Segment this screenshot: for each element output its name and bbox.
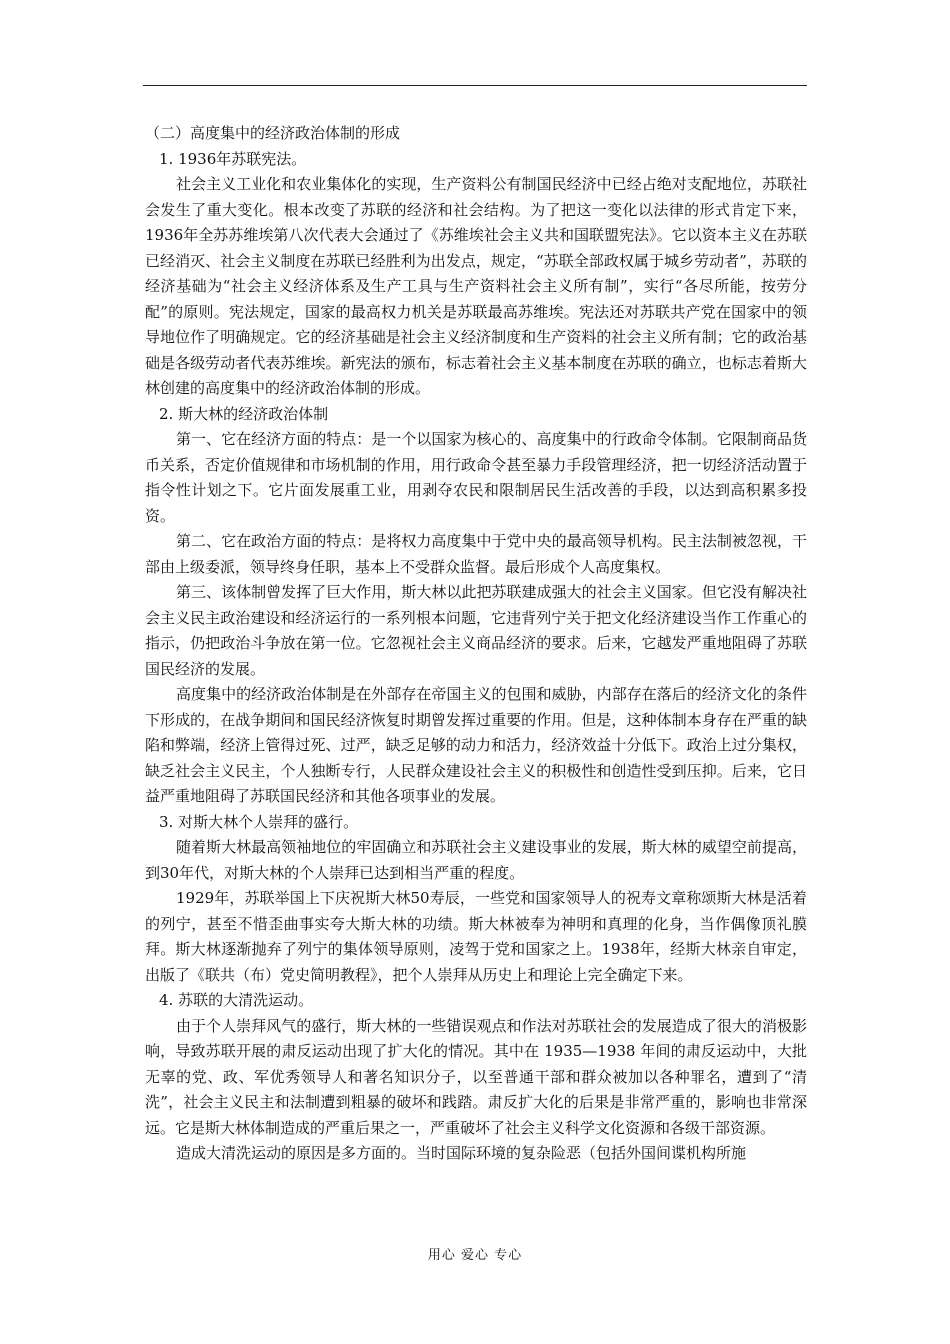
- paragraph-system-role: 第三、该体制曾发挥了巨大作用，斯大林以此把苏联建成强大的社会主义国家。但它没有解决社会主义民主政治建设和经济运行的一系列根本问题，它违背列宁关于把文化经济建设当作工作重心的指示，仍把政治斗争放在第一位。它忽视社会主义商品经济的要求。后来，它越发严重地阻碍了苏联国民经济的发展。: [145, 583, 807, 678]
- paragraph-system-evaluation: 高度集中的经济政治体制是在外部存在帝国主义的包围和威胁，内部存在落后的经济文化的条件下形成的，在战争期间和国民经济恢复时期曾发挥过重要的作用。但是，这种体制本身存在严重的缺陷和弊端，经济上管得过死、过严，缺乏足够的动力和活力，经济效益十分低下。政治上过分集权，缺乏社会主义民主，个人独断专行，人民群众建设社会主义的积极性和创造性受到压抑。后来，它日益严重地阻碍了苏联国民经济和其他各项事业的发展。: [145, 685, 807, 805]
- paragraph-cult-1929: 1929年，苏联举国上下庆祝斯大林50寿辰，一些党和国家领导人的祝寿文章称颂斯大林是活着的列宁，甚至不惜歪曲事实夸大斯大林的功绩。斯大林被奉为神明和真理的化身，当作偶像顶礼膜拜。斯大林逐渐抛弃了列宁的集体领导原则，凌驾于党和国家之上。1938年，经斯大林亲自审定，出版了《联共（布）党史简明教程》，把个人崇拜从历史上和理论上完全确定下来。: [145, 889, 807, 984]
- header-rule: [143, 85, 807, 86]
- page-footer: 用心 爱心 专心: [427, 1248, 523, 1263]
- paragraph-political-features: 第二、它在政治方面的特点：是将权力高度集中于党中央的最高领导机构。民主法制被忽视，干部由上级委派，领导终身任职，基本上不受群众监督。最后形成个人高度集权。: [145, 532, 807, 576]
- paragraph-constitution: 社会主义工业化和农业集体化的实现，生产资料公有制国民经济中已经占绝对支配地位，苏联社会发生了重大变化。根本改变了苏联的经济和社会结构。为了把这一变化以法律的形式肯定下来， 1936年全苏苏维埃第八次代表大会通过了《苏维埃社会主义共和国联盟宪法》。它以资本主义在苏联已经消灭、社会主义制度在苏联已经胜利为出发点，规定，“苏联全部政权属于城乡劳动者”，苏联的经济基础为“社会主义经济体系及生产工具与生产资料社会主义所有制”，实行“各尽所能，按劳分配”的原则。宪法规定，国家的最高权力机关是苏联最高苏维埃。宪法还对苏联共产党在国家中的领导地位作了明确规定。它的经济基础是社会主义经济制度和生产资料的社会主义所有制；它的政治基础是各级劳动者代表苏维埃。新宪法的颁布，标志着社会主义基本制度在苏联的确立，也标志着斯大林创建的高度集中的经济政治体制的形成。: [145, 175, 807, 397]
- subsection-1-title: 1. 1936年苏联宪法。: [159, 149, 307, 168]
- subsection-2-title: 2. 斯大林的经济政治体制: [159, 404, 329, 423]
- document-body: [145, 121, 807, 1167]
- paragraph-economic-features: 第一、它在经济方面的特点：是一个以国家为核心的、高度集中的行政命令体制。它限制商品货币关系，否定价值规律和市场机制的作用，用行政命令甚至暴力手段管理经济，把一切经济活动置于指令性计划之下。它片面发展重工业，用剥夺农民和限制居民生活改善的手段，以达到高积累多投资。: [145, 430, 807, 525]
- paragraph-purge-causes: 造成大清洗运动的原因是多方面的。当时国际环境的复杂险恶（包括外国间谍机构所施: [176, 1144, 747, 1162]
- subsection-4-title: 4. 苏联的大清洗运动。: [159, 991, 314, 1009]
- paragraph-great-purge: 由于个人崇拜风气的盛行，斯大林的一些错误观点和作法对苏联社会的发展造成了很大的消极影响，导致苏联开展的肃反运动出现了扩大化的情况。其中在 1935—1938 年间的肃反运动中，大批无辜的党、政、军优秀领导人和著名知识分子，以至普通干部和群众被加以各种罪名，遭到了“清洗”，社会主义民主和法制遭到粗暴的破坏和践踏。肃反扩大化的后果是非常严重的，影响也非常深远。它是斯大林体制造成的严重后果之一，严重破坏了社会主义科学文化资源和各级干部资源。: [145, 1016, 807, 1137]
- section-heading: （二）高度集中的经济政治体制的形成: [145, 124, 401, 142]
- subsection-3-title: 3. 对斯大林个人崇拜的盛行。: [159, 812, 359, 831]
- paragraph-cult-rise: 随着斯大林最高领袖地位的牢固确立和苏联社会主义建设事业的发展，斯大林的威望空前提高，到30年代，对斯大林的个人崇拜已达到相当严重的程度。: [145, 838, 807, 882]
